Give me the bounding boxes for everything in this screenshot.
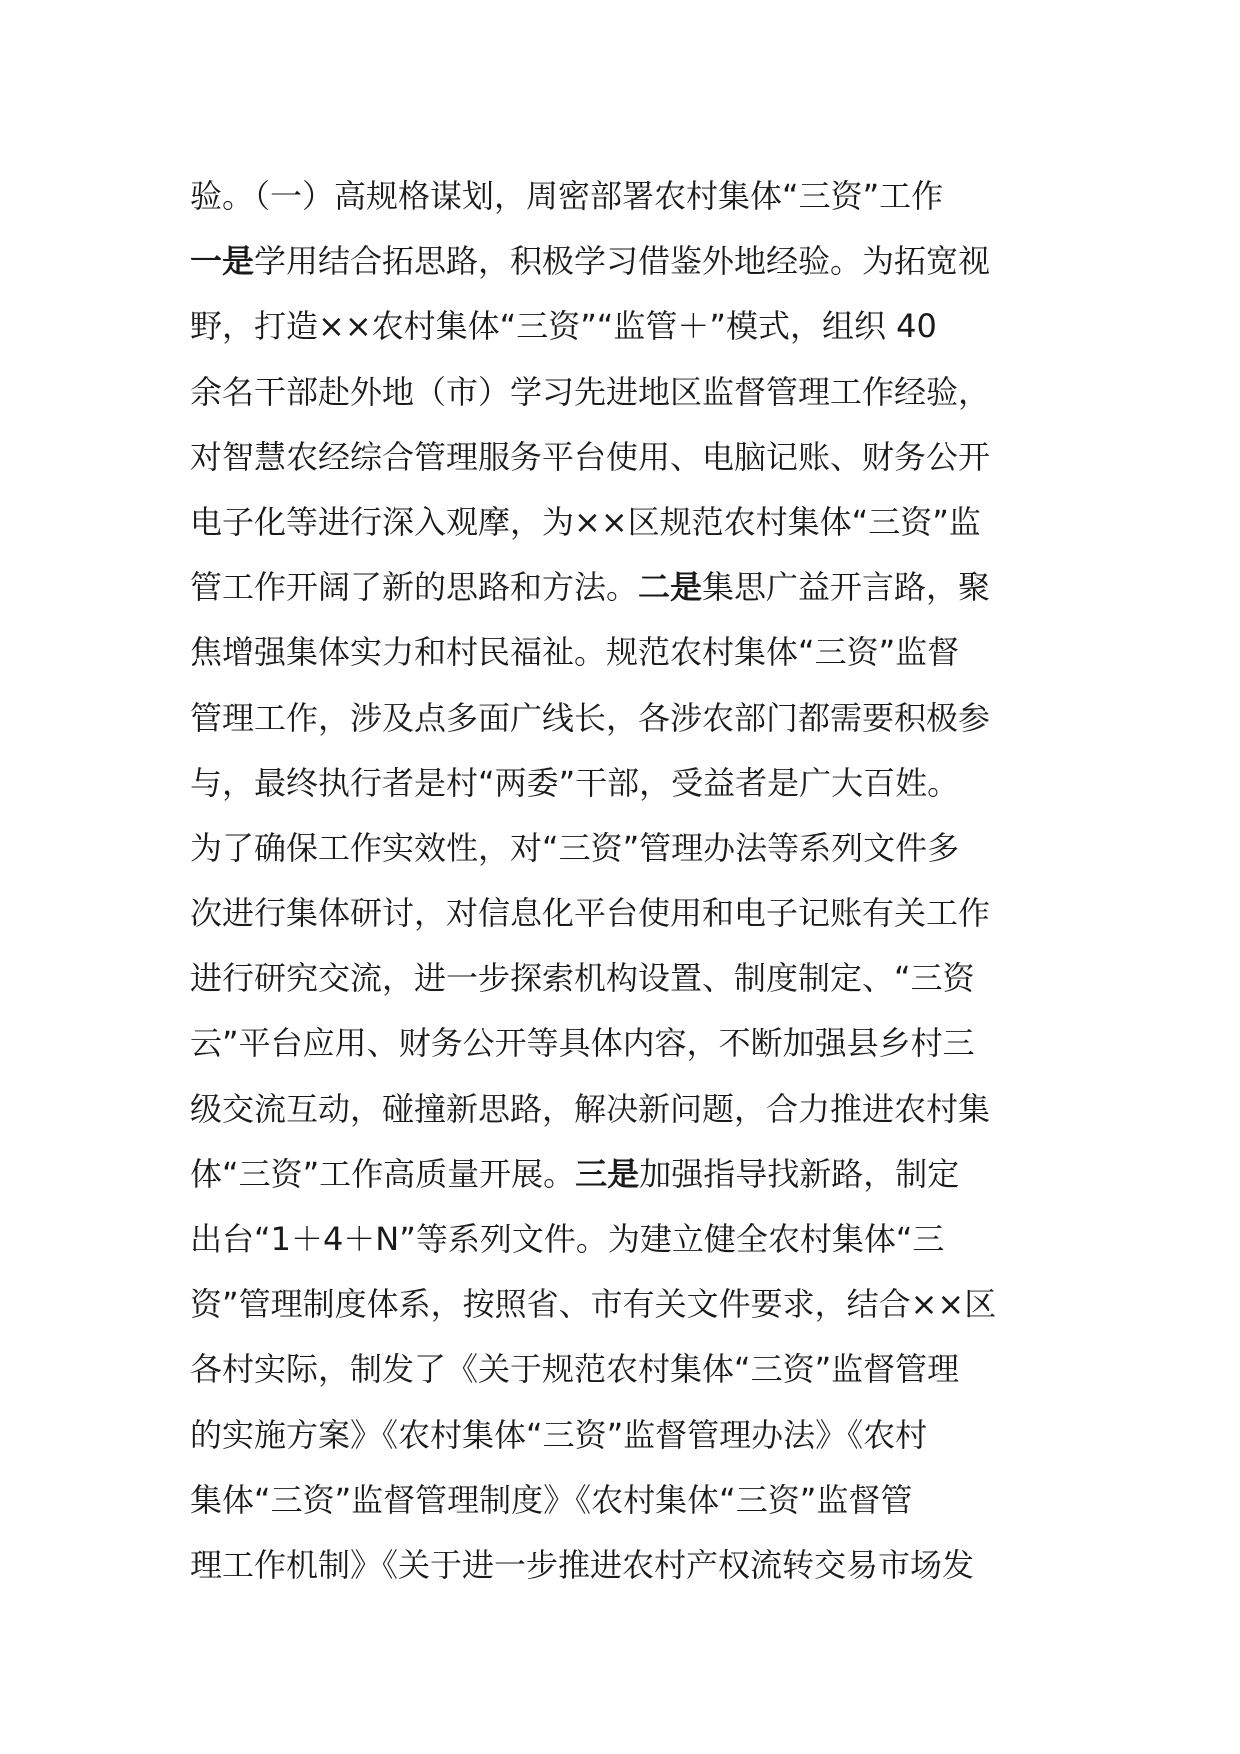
text-segment: 电子化等进行深入观摩，为××区规范农村集体“三资”监 (190, 502, 981, 541)
text-segment: 云”平台应用、财务公开等具体内容，不断加强县乡村三 (190, 1024, 975, 1063)
text-segment: 对智慧农经综合管理服务平台使用、电脑记账、财务公开 (190, 437, 991, 476)
bold-lead-phrase: 一是 (190, 242, 255, 281)
text-segment: 野，打造××农村集体“三资”“监管＋”模式，组织 40 (190, 307, 937, 346)
text-segment: 体“三资”工作高质量开展。 (190, 1154, 576, 1193)
text-segment: 与，最终执行者是村“两委”干部，受益者是广大百姓。 (190, 763, 960, 802)
text-segment: 级交流互动，碰撞新思路，解决新问题，合力推进农村集 (190, 1089, 991, 1128)
text-segment: 各村实际，制发了《关于规范农村集体“三资”监督管理 (190, 1350, 960, 1389)
text-line (190, 751, 1060, 816)
text-line (190, 1272, 1060, 1337)
text-segment: 理工作机制》《关于进一步推进农村产权流转交易市场发 (190, 1545, 975, 1584)
text-segment: 集体“三资”监督管理制度》《农村集体“三资”监督管 (190, 1480, 913, 1519)
text-segment: 管理工作，涉及点多面广线长，各涉农部门都需要积极参 (190, 698, 991, 737)
text-segment: 管工作开阔了新的思路和方法。 (190, 568, 639, 607)
text-segment: 学用结合拓思路，积极学习借鉴外地经验。为拓宽视 (254, 242, 991, 281)
body-text (190, 164, 1060, 1598)
text-segment: 的实施方案》《农村集体“三资”监督管理办法》《农村 (190, 1415, 928, 1454)
text-line (190, 1337, 1060, 1402)
text-line (190, 294, 1060, 359)
text-segment: 验。（一）高规格谋划，周密部署农村集体“三资”工作 (190, 177, 944, 215)
text-line (190, 620, 1060, 685)
text-segment: 次进行集体研讨，对信息化平台使用和电子记账有关工作 (190, 894, 991, 933)
text-line (190, 1468, 1060, 1533)
text-line (190, 1077, 1060, 1142)
bold-lead-phrase: 二是 (638, 568, 703, 607)
text-line (190, 1011, 1060, 1076)
bold-lead-phrase: 三是 (575, 1154, 640, 1193)
text-segment: 余名干部赴外地（市）学习先进地区监督管理工作经验， (190, 372, 991, 411)
text-line (190, 229, 1060, 294)
text-segment: 集思广益开言路，聚 (702, 568, 991, 607)
text-line (190, 555, 1060, 620)
text-line (190, 686, 1060, 751)
text-line (190, 1207, 1060, 1272)
text-line (190, 164, 1060, 229)
text-line (190, 425, 1060, 490)
text-segment: 焦增强集体实力和村民福祉。规范农村集体“三资”监督 (190, 633, 960, 672)
text-line (190, 490, 1060, 555)
text-segment: 为了确保工作实效性，对“三资”管理办法等系列文件多 (190, 828, 960, 867)
text-segment: 加强指导找新路，制定 (639, 1154, 960, 1193)
text-line (190, 816, 1060, 881)
text-line (190, 360, 1060, 425)
text-segment: 进行研究交流，进一步探索机构设置、制度制定、“三资 (190, 959, 975, 998)
text-line (190, 1533, 1060, 1598)
text-segment: 资”管理制度体系，按照省、市有关文件要求，结合××区 (190, 1285, 997, 1324)
text-line (190, 1142, 1060, 1207)
text-line (190, 881, 1060, 946)
text-line (190, 946, 1060, 1011)
text-line (190, 1403, 1060, 1468)
text-segment: 出台“1＋4＋N”等系列文件。为建立健全农村集体“三 (190, 1220, 945, 1258)
